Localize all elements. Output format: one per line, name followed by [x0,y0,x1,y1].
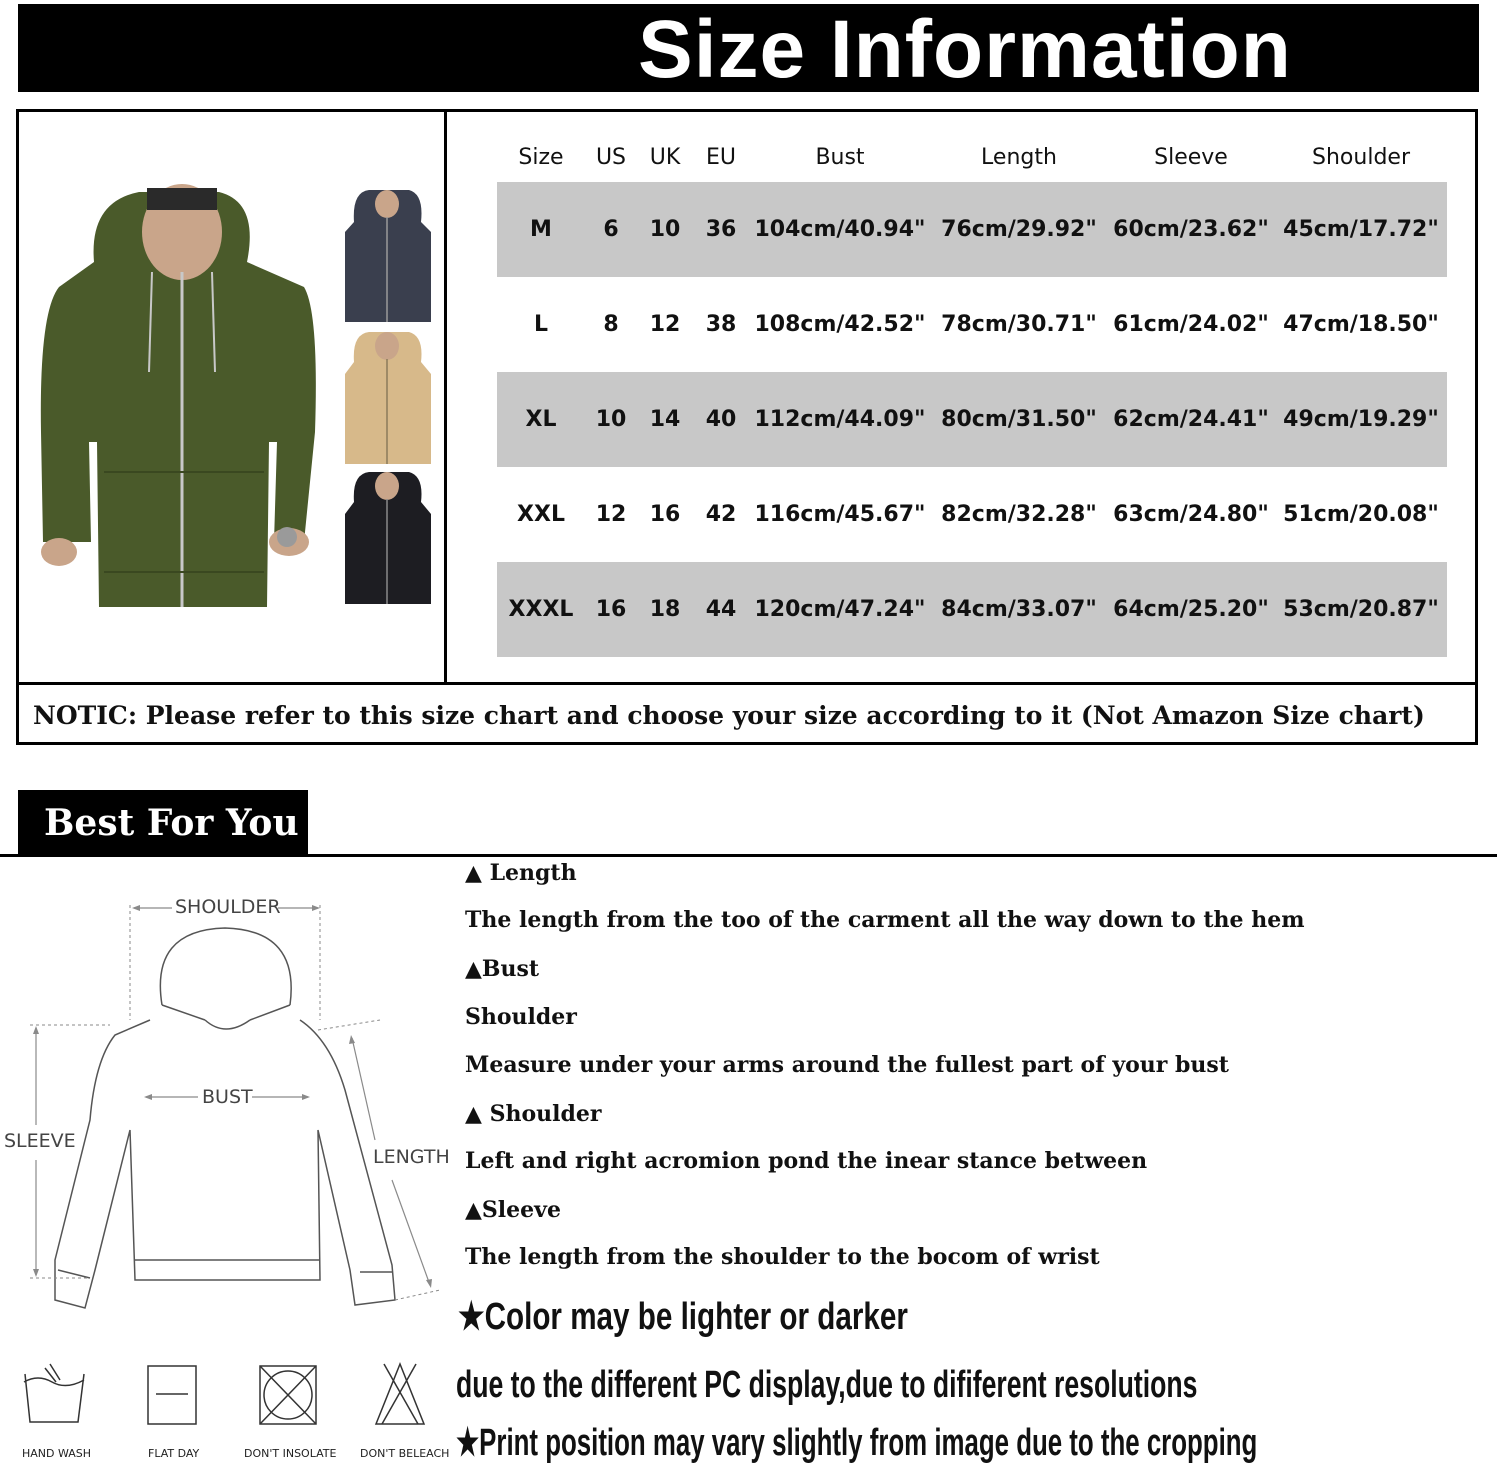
table-cell: 61cm/24.02" [1113,312,1269,337]
table-cell: 108cm/42.52" [754,312,926,337]
table-cell: 14 [649,407,681,432]
table-cell: XXL [517,502,565,527]
section-rule [0,854,1497,857]
do-not-bleach-icon [376,1364,424,1424]
table-cell: 60cm/23.62" [1113,217,1269,242]
table-cell: 120cm/47.24" [754,597,926,622]
size-chart-frame [16,109,1478,745]
section-title: Best For You [44,802,299,844]
hand-wash-icon [24,1364,84,1422]
table-row [497,277,1447,372]
table-cell: 16 [649,502,681,527]
care-label: FLAT DAY [148,1447,200,1460]
column-header-us: US [595,144,627,170]
table-row [497,467,1447,562]
table-cell: 10 [595,407,627,432]
column-header-eu: EU [705,144,736,170]
length-description: The length from the too of the carment all the way down to the hem [465,907,1305,933]
column-header-size: Size [518,144,564,170]
table-cell: 42 [705,502,737,527]
care-label: HAND WASH [22,1447,92,1460]
sleeve-description: The length from the shoulder to the bocom of wrist [465,1244,1100,1270]
hoodie-outline-diagram [0,860,460,1350]
product-photo-illustration [19,112,444,682]
table-cell: 104cm/40.94" [754,217,926,242]
table-cell: XL [525,407,557,432]
display-note: due to the different PC display,due to dififerent resolutions [456,1364,1198,1406]
main-hoodie-image [41,184,316,607]
bust-heading: ▲Bust [465,956,540,982]
sleeve-heading: ▲Sleeve [465,1197,561,1223]
khaki-variant-image [345,332,431,464]
table-header [497,132,1447,182]
table-cell: 62cm/24.41" [1113,407,1269,432]
section-tab [18,790,308,854]
header-banner [18,4,1479,95]
sleeve-label: SLEEVE [4,1130,76,1152]
table-cell: 40 [705,407,737,432]
column-header-bust: Bust [815,144,865,170]
table-row [497,182,1447,277]
table-cell: 64cm/25.20" [1113,597,1269,622]
shoulder-label: SHOULDER [175,896,281,918]
table-cell: 47cm/18.50" [1283,312,1439,337]
bust-description: Measure under your arms around the fullest part of your bust [465,1052,1229,1078]
care-symbol-group [0,1352,460,1463]
table-row [497,562,1447,657]
length-heading: ▲ Length [465,860,577,886]
table-row [497,372,1447,467]
flat-dry-icon [148,1366,196,1424]
bust-label: BUST [202,1086,253,1108]
black-variant-image [345,472,431,604]
table-cell: 63cm/24.80" [1113,502,1269,527]
table-cell: 76cm/29.92" [941,217,1097,242]
table-cell: 112cm/44.09" [754,407,926,432]
shoulder-heading: ▲ Shoulder [465,1101,602,1127]
table-cell: M [530,217,552,242]
table-cell: 80cm/31.50" [941,407,1097,432]
table-cell: XXXL [508,597,574,622]
column-header-shoulder: Shoulder [1312,144,1410,170]
table-cell: 10 [649,217,681,242]
table-cell: 12 [595,502,627,527]
measurement-diagram [0,860,460,1350]
size-table [497,132,1447,657]
table-cell: L [533,312,549,337]
color-note: ★Color may be lighter or darker [458,1296,908,1338]
table-cell: 8 [603,312,619,337]
do-not-tumble-dry-icon [260,1366,316,1424]
table-cell: 51cm/20.08" [1283,502,1439,527]
shoulder-description: Left and right acromion pond the inear stance between [465,1148,1148,1174]
table-cell: 45cm/17.72" [1283,217,1439,242]
length-label: LENGTH [373,1146,450,1168]
column-header-sleeve: Sleeve [1154,144,1228,170]
table-cell: 44 [705,597,737,622]
column-header-length: Length [981,144,1057,170]
print-note: ★Print position may vary slightly from image due to the cropping [456,1422,1258,1464]
table-cell: 78cm/30.71" [941,312,1097,337]
care-label: DON'T INSOLATE [244,1447,337,1460]
table-cell: 53cm/20.87" [1283,597,1439,622]
product-photos [19,112,444,682]
table-cell: 84cm/33.07" [941,597,1097,622]
vertical-divider [444,112,447,684]
size-notice: NOTIC: Please refer to this size chart and choose your size according to it (Not Amazon Size chart) [33,701,1425,730]
table-cell: 36 [705,217,737,242]
care-label: DON'T BELEACH [360,1447,450,1460]
bust-subheading: Shoulder [465,1004,577,1030]
care-icons [0,1352,460,1463]
table-cell: 82cm/32.28" [941,502,1097,527]
table-cell: 116cm/45.67" [754,502,926,527]
table-cell: 16 [595,597,627,622]
table-cell: 12 [649,312,681,337]
page-title: Size Information [638,4,1292,95]
table-cell: 38 [705,312,737,337]
table-cell: 18 [649,597,681,622]
column-header-uk: UK [649,144,681,170]
table-cell: 49cm/19.29" [1283,407,1439,432]
table-cell: 6 [603,217,619,242]
navy-variant-image [345,190,431,322]
